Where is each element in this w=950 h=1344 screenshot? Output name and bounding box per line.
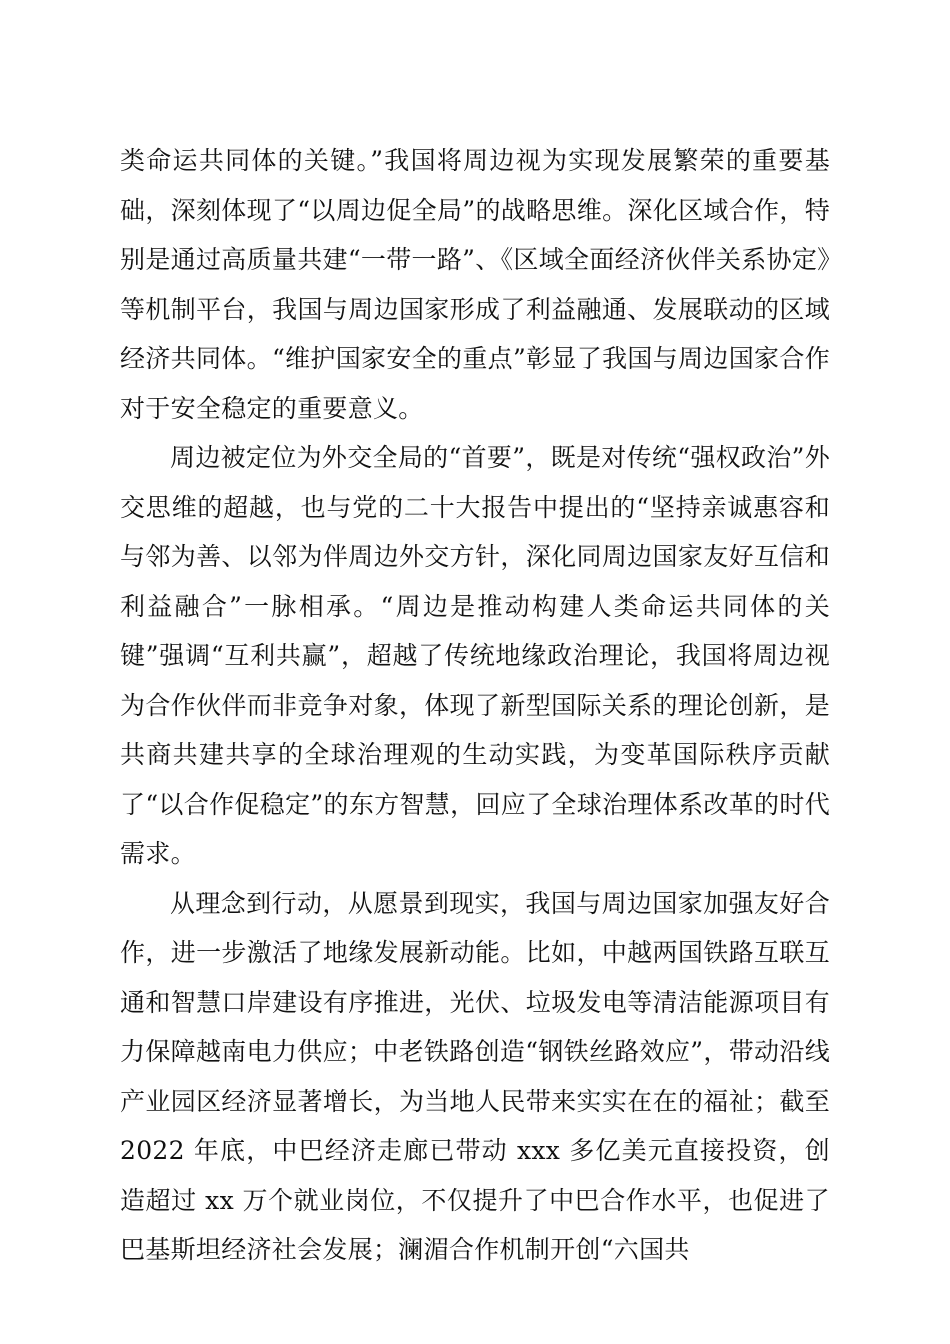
document-body [120, 136, 830, 1275]
paragraph-3: 从理念到行动，从愿景到现实，我国与周边国家加强友好合作，进一步激活了地缘发展新动能。比如，中越两国铁路互联互通和智慧口岸建设有序推进，光伏、垃圾发电等清洁能源项目有力保障越南电力供应；中老铁路创造“钢铁丝路效应”，带动沿线产业园区经济显著增长，为当地人民带来实实在在的福祉；截至 2022 年底，中巴经济走廊已带动 xxx 多亿美元直接投资，创造超过 xx 万个就业岗位，不仅提升了中巴合作水平，也促进了巴基斯坦经济社会发展；澜湄合作机制开创“六国共 [120, 888, 830, 1264]
paragraph-1: 类命运共同体的关键。”我国将周边视为实现发展繁荣的重要基础，深刻体现了“以周边促全局”的战略思维。深化区域合作，特别是通过高质量共建“一带一路”、《区域全面经济伙伴关系协定》等机制平台，我国与周边国家形成了利益融通、发展联动的区域经济共同体。“维护国家安全的重点”彰显了我国与周边国家合作对于安全稳定的重要意义。 [120, 146, 830, 423]
paragraph-2: 周边被定位为外交全局的“首要”，既是对传统“强权政治”外交思维的超越，也与党的二十大报告中提出的“坚持亲诚惠容和与邻为善、以邻为伴周边外交方针，深化同周边国家友好互信和利益融合”一脉相承。“周边是推动构建人类命运共同体的关键”强调“互利共赢”，超越了传统地缘政治理论，我国将周边视为合作伙伴而非竞争对象，体现了新型国际关系的理论创新，是共商共建共享的全球治理观的生动实践，为变革国际秩序贡献了“以合作促稳定”的东方智慧，回应了全球治理体系改革的时代需求。 [120, 443, 830, 868]
